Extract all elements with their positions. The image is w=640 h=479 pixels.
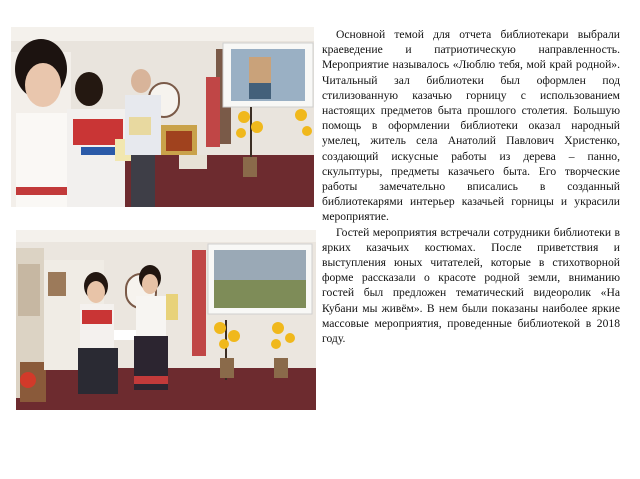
photo-library-hall-cossack-room [11, 27, 314, 207]
article-paragraph: Гостей мероприятия встречали сотрудники библиотеки в ярких казачьих костюмах. После приветствия и выступления юных читателей, которые в стихотворной форме рассказали о красоте родной земли, вниманию гостей был предложен тематический видеоролик «На Кубани мы живём». В нем были показаны наиболее яркие массовые мероприятия, проведенные библиотекой в 2018 году. [322, 225, 620, 346]
article-paragraph: Основной темой для отчета библиотекари выбрали краеведение и патриотическую направленность. Мероприятие называлось «Люблю тебя, мой край родной». Читальный зал библиотеки был оформлен под стилизованную казачью горницу с использованием настоящих предметов быта прошлого столетия. Большую помощь в оформлении библиотеки оказал народный умелец, житель села Анатолий Павлович Христенко, создающий искусные работы из дерева – панно, скульптуры, предметы казачьего быта. Его творческие работы замечательно вписались в созданный библиотекарями интерьер казачьей горницы и украсили мероприятие. [322, 28, 620, 224]
photo-illustration [11, 27, 314, 207]
article-text [322, 27, 620, 346]
photo-illustration [16, 230, 316, 410]
photo-librarians-in-cossack-costumes [16, 230, 316, 410]
